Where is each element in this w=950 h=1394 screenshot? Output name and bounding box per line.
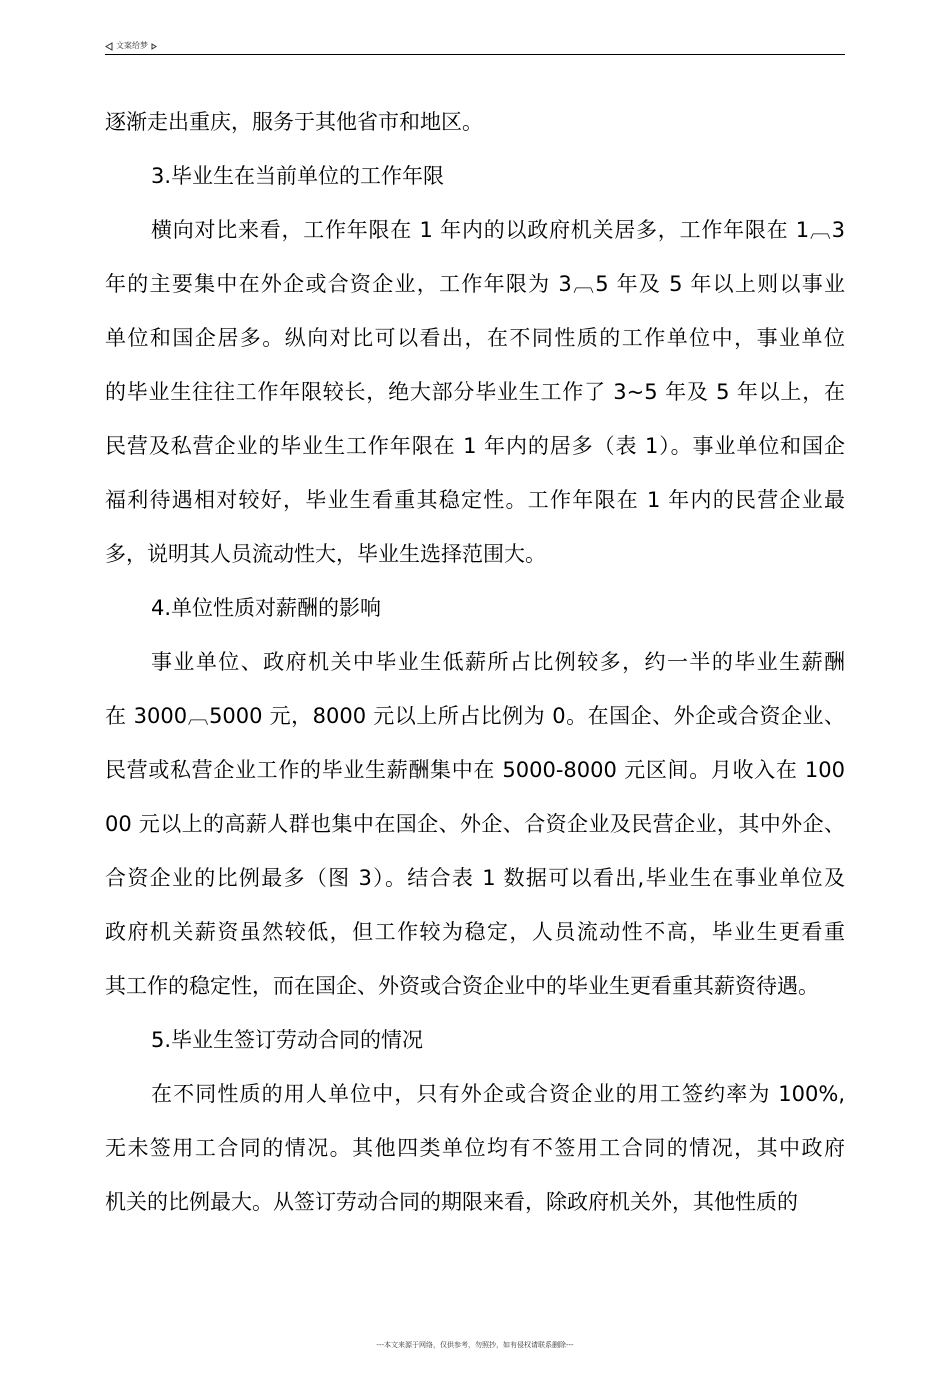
header-title: 文案给梦 <box>116 41 148 50</box>
paragraph-line: 福利待遇相对较好，毕业生看重其稳定性。工作年限在 1 年内的民营企业最 <box>105 488 845 512</box>
paragraph-line: 合资企业的比例最多（图 3）。结合表 1 数据可以看出,毕业生在事业单位及 <box>105 866 845 890</box>
header-rule <box>105 54 845 55</box>
paragraph-line: 在不同性质的用人单位中，只有外企或合资企业的用工签约率为 100%, <box>151 1082 845 1106</box>
paragraph-line: 政府机关薪资虽然较低，但工作较为稳定，人员流动性不高，毕业生更看重 <box>105 920 845 944</box>
paragraph-line: 机关的比例最大。从签订劳动合同的期限来看，除政府机关外，其他性质的 <box>105 1190 798 1214</box>
paragraph-line: 无未签用工合同的情况。其他四类单位均有不签用工合同的情况，其中政府 <box>105 1136 845 1160</box>
section-heading-line: 3.毕业生在当前单位的工作年限 <box>151 164 445 188</box>
paragraph-line: 逐渐走出重庆，服务于其他省市和地区。 <box>105 110 483 134</box>
paragraph-line: 民营及私营企业的毕业生工作年限在 1 年内的居多（表 1）。事业单位和国企 <box>105 434 845 458</box>
section-heading-line: 4.单位性质对薪酬的影响 <box>151 596 382 620</box>
paragraph-line: 多，说明其人员流动性大，毕业生选择范围大。 <box>105 542 546 566</box>
page-header <box>105 39 845 53</box>
paragraph-line: 民营或私营企业工作的毕业生薪酬集中在 5000-8000 元区间。月收入在 100 <box>105 758 845 782</box>
left-triangle-icon <box>105 42 113 51</box>
paragraph-line: 其工作的稳定性，而在国企、外资或合资企业中的毕业生更看重其薪资待遇。 <box>105 974 819 998</box>
right-triangle-icon <box>151 43 157 50</box>
paragraph-line: 事业单位、政府机关中毕业生低薪所占比例较多，约一半的毕业生薪酬 <box>151 650 845 674</box>
paragraph-line: 00 元以上的高薪人群也集中在国企、外企、合资企业及民营企业，其中外企、 <box>105 812 845 836</box>
page-footer: ---本文来源于网络，仅供参考，勿照抄，如有侵权请联系删除--- <box>376 1341 574 1349</box>
paragraph-line: 年的主要集中在外企或合资企业，工作年限为 3︹5 年及 5 年以上则以事业 <box>105 272 845 296</box>
paragraph-line: 单位和国企居多。纵向对比可以看出，在不同性质的工作单位中，事业单位 <box>105 326 845 350</box>
document-body <box>105 97 845 1231</box>
paragraph-line: 横向对比来看，工作年限在 1 年内的以政府机关居多，工作年限在 1︹3 <box>151 218 845 242</box>
paragraph-line: 的毕业生往往工作年限较长，绝大部分毕业生工作了 3~5 年及 5 年以上，在 <box>105 380 845 404</box>
paragraph-line: 在 3000︹5000 元，8000 元以上所占比例为 0。在国企、外企或合资企业、 <box>105 704 845 728</box>
section-heading-line: 5.毕业生签订劳动合同的情况 <box>151 1028 424 1052</box>
